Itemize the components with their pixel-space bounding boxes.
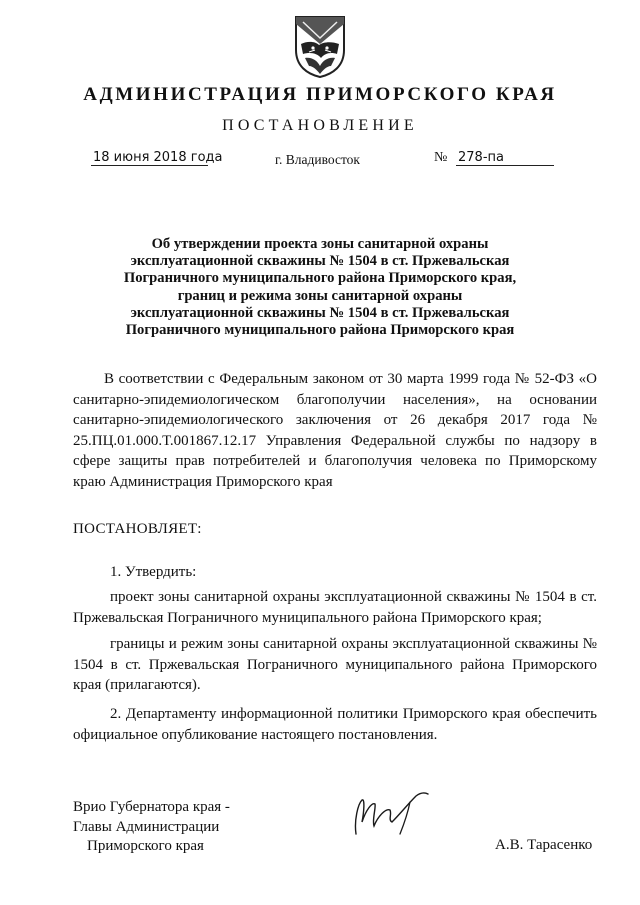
title-line: эксплуатационной скважины № 1504 в ст. Пржевальская xyxy=(130,253,510,270)
item-1-sub-1: проект зоны санитарной охраны эксплуатационной скважины № 1504 в ст. Пржевальская Пограничного муниципального района Приморского края; xyxy=(73,589,597,626)
item-1-sub-2: границы и режим зоны санитарной охраны эксплуатационной скважины № 1504 в ст. Пржевальская Пограничного муниципального района Приморского края (прилагаются). xyxy=(73,636,597,694)
position-line: Приморского края xyxy=(87,838,204,854)
item-1: 1. Утвердить: xyxy=(110,564,197,580)
handwritten-signature xyxy=(348,790,440,838)
position-line: Главы Администрации xyxy=(73,818,220,835)
document-title xyxy=(100,236,540,339)
document-number: 278-па xyxy=(456,150,554,166)
title-line: Пограничного муниципального района Приморского края, xyxy=(123,270,517,287)
document-date: 18 июня 2018 года xyxy=(93,150,223,165)
title-line: границ и режима зоны санитарной охраны xyxy=(177,287,463,304)
title-line: Пограничного муниципального района Приморского края xyxy=(125,322,515,339)
signatory-position xyxy=(73,798,230,857)
coat-of-arms-icon xyxy=(293,14,347,78)
document-city: г. Владивосток xyxy=(275,152,360,167)
decree-word: ПОСТАНОВЛЯЕТ: xyxy=(73,521,202,537)
organization-name: АДМИНИСТРАЦИЯ ПРИМОРСКОГО КРАЯ xyxy=(83,84,557,105)
item-2: 2. Департаменту информационной политики Приморского края обеспечить официальное опубликование настоящего постановления. xyxy=(73,706,597,743)
document-type: ПОСТАНОВЛЕНИЕ xyxy=(222,117,418,134)
title-line: эксплуатационной скважины № 1504 в ст. Пржевальская xyxy=(130,304,510,321)
position-line: Врио Губернатора края - xyxy=(73,799,230,815)
signer-name: А.В. Тарасенко xyxy=(495,837,593,853)
number-label: № xyxy=(434,150,448,165)
basis-paragraph: В соответствии с Федеральным законом от 30 марта 1999 года № 52-ФЗ «О санитарно-эпидемиологическом благополучии населения», на основании санитарно-эпидемиологического заключения от 26 декабря 2017 года № 25.ПЦ.01.000.Т.001867.12.17 Управления Федеральной службы по надзору в сфере защиты прав потребителей и благополучия человека по Приморскому краю Администрация Приморского края xyxy=(73,371,597,490)
title-line: Об утверждении проекта зоны санитарной охраны xyxy=(151,236,489,252)
